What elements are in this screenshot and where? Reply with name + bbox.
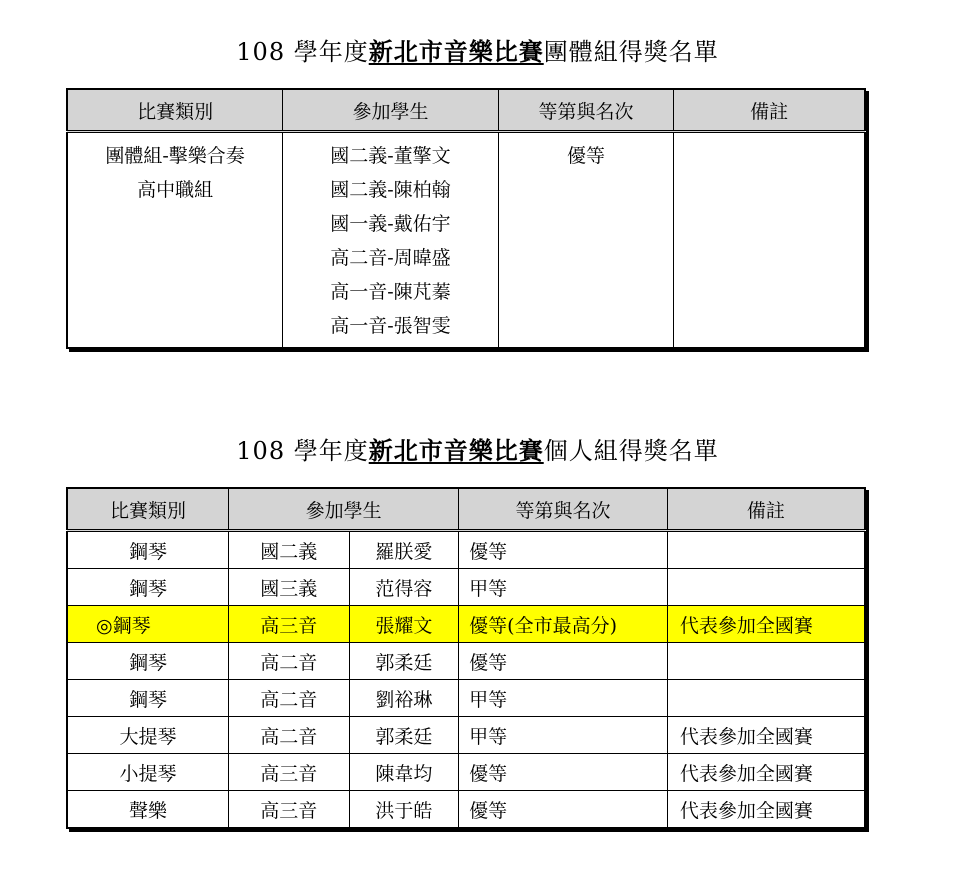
table-row: [67, 531, 865, 569]
header-students: 參加學生: [228, 488, 458, 531]
category-line: 高中職組: [137, 179, 214, 201]
note-cell: 代表參加全國賽: [667, 754, 865, 791]
note-cell: [667, 643, 865, 680]
note-cell: 代表參加全國賽: [667, 606, 865, 643]
note-cell: 代表參加全國賽: [667, 791, 865, 829]
class-cell: 國三義: [228, 569, 349, 606]
group-table-row: [67, 132, 865, 349]
table-row: [67, 754, 865, 791]
group-table-header-row: [67, 89, 865, 132]
table-row: [67, 680, 865, 717]
group-students-cell: [283, 132, 499, 349]
name-cell: 洪于皓: [349, 791, 459, 829]
student-name: 國一義-戴佑宇: [330, 213, 451, 235]
table-row: [67, 717, 865, 754]
class-cell: 國二義: [228, 531, 349, 569]
header-note: 備註: [674, 89, 865, 132]
table-row: [67, 569, 865, 606]
category-cell: 聲樂: [67, 791, 228, 829]
student-name: 高一音-陳芃蓁: [330, 281, 451, 303]
name-cell: 郭柔廷: [349, 717, 459, 754]
rank-cell: 優等: [459, 531, 668, 569]
individual-award-table: [66, 487, 866, 829]
name-cell: 范得容: [349, 569, 459, 606]
group-award-title: [0, 37, 955, 67]
rank-cell: 甲等: [459, 717, 668, 754]
rank-cell: 優等: [459, 643, 668, 680]
category-cell: 小提琴: [67, 754, 228, 791]
rank-cell: 優等: [459, 754, 668, 791]
group-note-cell: [674, 132, 865, 349]
header-note: 備註: [667, 488, 865, 531]
title-prefix: 108 學年度: [236, 38, 369, 66]
header-students: 參加學生: [283, 89, 499, 132]
category-cell: 大提琴: [67, 717, 228, 754]
rank-cell: 優等(全市最高分): [459, 606, 668, 643]
group-award-table: [66, 88, 866, 349]
note-cell: 代表參加全國賽: [667, 717, 865, 754]
title-highlight: 新北市音樂比賽: [368, 436, 544, 465]
rank-cell: 甲等: [459, 569, 668, 606]
category-cell: 鋼琴: [67, 569, 228, 606]
class-cell: 高三音: [228, 754, 349, 791]
name-cell: 郭柔廷: [349, 643, 459, 680]
table-row: [67, 791, 865, 829]
header-category: 比賽類別: [67, 89, 283, 132]
individual-award-title: [0, 436, 955, 466]
note-cell: [667, 531, 865, 569]
student-name: 高二音-周暐盛: [330, 247, 451, 269]
table-row: [67, 643, 865, 680]
rank-text: 優等: [566, 145, 605, 167]
name-cell: 羅朕愛: [349, 531, 459, 569]
category-cell: 鋼琴: [67, 531, 228, 569]
name-cell: 張耀文: [349, 606, 459, 643]
category-line: 團體組-擊樂合奏: [105, 145, 245, 167]
individual-table-header-row: [67, 488, 865, 531]
header-rank: 等第與名次: [459, 488, 668, 531]
rank-cell: 優等: [459, 791, 668, 829]
group-rank-cell: [498, 132, 673, 349]
category-cell: ◎鋼琴: [67, 606, 228, 643]
header-rank: 等第與名次: [498, 89, 673, 132]
table-row-highlighted: [67, 606, 865, 643]
category-cell: 鋼琴: [67, 643, 228, 680]
student-name: 高一音-張智雯: [330, 315, 451, 337]
note-cell: [667, 680, 865, 717]
header-category: 比賽類別: [67, 488, 228, 531]
group-category-cell: [67, 132, 283, 349]
title-prefix: 108 學年度: [236, 437, 369, 465]
title-suffix: 團體組得獎名單: [543, 38, 719, 66]
name-cell: 陳韋均: [349, 754, 459, 791]
name-cell: 劉裕琳: [349, 680, 459, 717]
class-cell: 高二音: [228, 643, 349, 680]
class-cell: 高三音: [228, 606, 349, 643]
title-suffix: 個人組得獎名單: [543, 437, 719, 465]
student-name: 國二義-董擎文: [330, 145, 451, 167]
rank-cell: 甲等: [459, 680, 668, 717]
student-name: 國二義-陳柏翰: [330, 179, 451, 201]
class-cell: 高二音: [228, 717, 349, 754]
note-cell: [667, 569, 865, 606]
category-cell: 鋼琴: [67, 680, 228, 717]
class-cell: 高三音: [228, 791, 349, 829]
class-cell: 高二音: [228, 680, 349, 717]
title-highlight: 新北市音樂比賽: [368, 37, 544, 66]
